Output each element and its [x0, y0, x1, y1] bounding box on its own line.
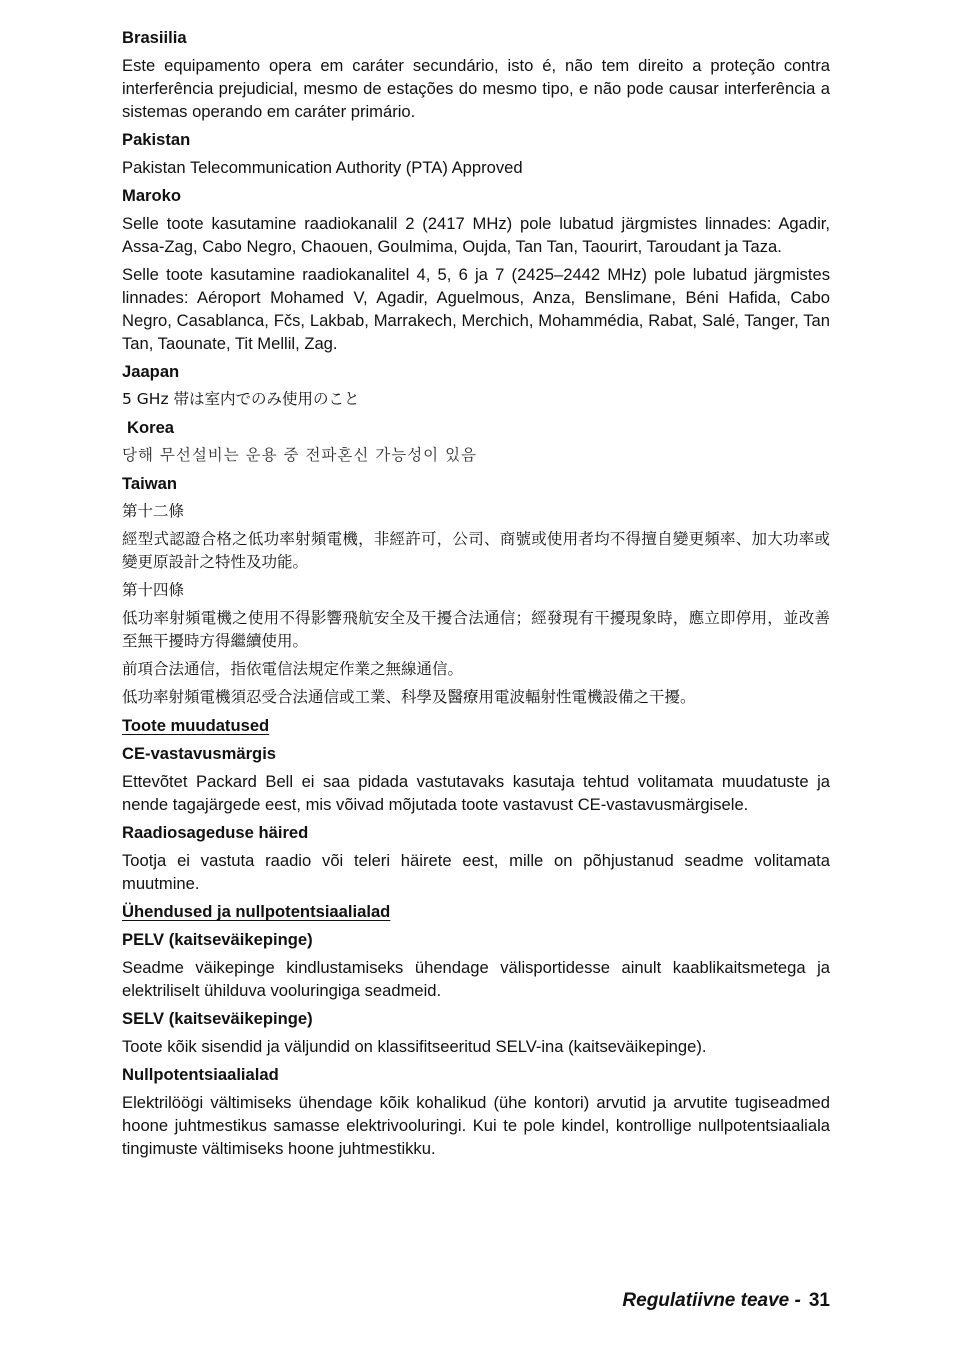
heading-maroko: Maroko — [122, 186, 182, 205]
taiwan-article-12: 第十二條 — [122, 502, 185, 520]
taiwan-text-2: 低功率射頻電機之使用不得影響飛航安全及干擾合法通信；經發現有干擾現象時，應立即停用，並改善至無干擾時方得繼續使用。 — [122, 609, 830, 650]
pakistan-text: Pakistan Telecommunication Authority (PTA) Approved — [122, 158, 523, 177]
maroko-text-1: Selle toote kasutamine raadiokanalil 2 (2417 MHz) pole lubatud järgmistes linnades: Agadir, Assa-Zag, Cabo Negro, Chaouen, Goulmima, Oujda, Tan Tan, Taourirt, Taroudant ja Taza. — [122, 214, 830, 256]
heading-brasil: Brasiilia — [122, 28, 187, 47]
heading-selv: SELV (kaitseväikepinge) — [122, 1009, 313, 1028]
heading-radio-interference: Raadiosageduse häired — [122, 823, 309, 842]
heading-ce-mark: CE-vastavusmärgis — [122, 744, 277, 763]
heading-jaapan: Jaapan — [122, 362, 180, 381]
footer-title: Regulatiivne teave - — [622, 1290, 801, 1311]
taiwan-article-14: 第十四條 — [122, 581, 185, 599]
heading-pakistan: Pakistan — [122, 130, 191, 149]
selv-text: Toote kõik sisendid ja väljundid on klassifitseeritud SELV-ina (kaitseväikepinge). — [122, 1037, 707, 1056]
jaapan-text: 5 GHz 帯は室内でのみ使用のこと — [122, 390, 360, 408]
heading-korea: Korea — [127, 418, 175, 437]
document-body — [122, 26, 830, 1165]
brasil-text: Este equipamento opera em caráter secundário, isto é, não tem direito a proteção contra interferência prejudicial, mesmo de estações do mesmo tipo, e não pode causar interferência a sistemas operando em caráter primário. — [122, 56, 830, 121]
radio-interference-text: Tootja ei vastuta raadio või teleri häirete eest, mille on põhjustanud seadme volitamata muutmine. — [122, 851, 830, 893]
heading-toote-muudatused: Toote muudatused — [122, 716, 270, 735]
maroko-text-2: Selle toote kasutamine raadiokanalitel 4, 5, 6 ja 7 (2425–2442 MHz) pole lubatud järgmistes linnades: Aéroport Mohamed V, Agadir, Aguelmous, Anza, Benslimane, Béni Hafida, Cabo Negro, Casablanca, Fčs, Lakbab, Marrakech, Merchich, Mohammédia, Rabat, Salé, Tanger, Tan Tan, Taounate, Tit Mellil, Zag. — [122, 265, 830, 353]
taiwan-text-1: 經型式認證合格之低功率射頻電機，非經許可，公司、商號或使用者均不得擅自變更頻率、加大功率或變更原設計之特性及功能。 — [122, 530, 830, 571]
page-footer — [622, 1290, 830, 1312]
taiwan-text-3: 前項合法通信，指依電信法規定作業之無線通信。 — [122, 660, 464, 678]
heading-uhendused: Ühendused ja nullpotentsiaalialad — [122, 902, 391, 921]
korea-text: 당해 무선설비는 운용 중 전파혼신 가능성이 있음 — [122, 446, 478, 464]
page-number: 31 — [808, 1290, 830, 1311]
nullpotentsiaalialad-text: Elektrilöögi vältimiseks ühendage kõik kohalikud (ühe kontori) arvutid ja arvutite tugiseadmed hoone juhtmestikus samasse elektrivooluringi. Kui te pole kindel, kontrollige nullpotentsiaaliala tingimuste vältimiseks hoone juhtmestikku. — [122, 1093, 830, 1158]
heading-nullpotentsiaalialad: Nullpotentsiaalialad — [122, 1065, 279, 1084]
taiwan-text-4: 低功率射頻電機須忍受合法通信或工業、科學及醫療用電波輻射性電機設備之干擾。 — [122, 688, 696, 706]
ce-mark-text: Ettevõtet Packard Bell ei saa pidada vastutavaks kasutaja tehtud volitamata muudatuste ja nende tagajärgede eest, mis võivad mõjutada toote vastavust CE-vastavusmärgisele. — [122, 772, 830, 814]
pelv-text: Seadme väikepinge kindlustamiseks ühendage välisportidesse ainult kaablikaitsmetega ja elektriliselt ühilduva vooluringiga seadmeid. — [122, 958, 830, 1000]
heading-taiwan: Taiwan — [122, 474, 178, 493]
heading-pelv: PELV (kaitseväikepinge) — [122, 930, 313, 949]
